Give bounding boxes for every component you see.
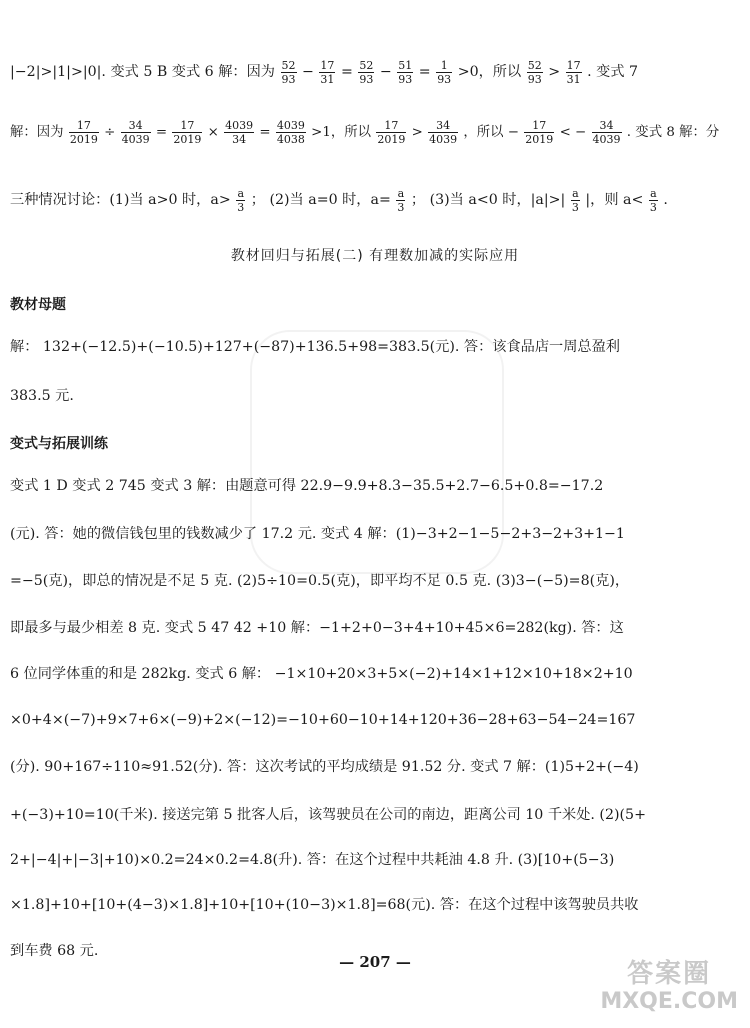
text-run: ； (3)当 a<0 时，|a|>| (410, 192, 566, 208)
answer-line: 即最多与最少相差 8 克. 变式 5 47 42 +10 解：−1+2+0−3+4+10+45×6=282(kg). 答：这 (10, 620, 624, 636)
text-run: = (418, 64, 431, 80)
answer-line: ×1.8]+10+[10+(4−3)×1.8]+10+[10+(10−3)×1.8]=68(元). 答：在这个过程中该驾驶员共收 (10, 897, 639, 913)
text-run: − (379, 64, 392, 80)
text-run: = (155, 125, 168, 140)
answer-line: (分). 90+167÷110≈91.52(分). 答：这次考试的平均成绩是 91.52 分. 变式 7 解：(1)5+2+(−4) (10, 759, 639, 775)
fraction: $\frac{52}{93}$ (527, 58, 542, 86)
intro-line-1 (10, 52, 730, 92)
fraction: $\frac{17}{2019}$ (525, 119, 554, 146)
answer-line: ×0+4×(−7)+9×7+6×(−9)+2×(−12)=−10+60−10+14+120+36−28+63−54−24=167 (10, 712, 636, 728)
text-run: . 变式 8 解：分 (626, 125, 720, 140)
text-run: |−2|>|1|>|0|. 变式 5 B 变式 6 解：因为 (10, 64, 275, 80)
section-title: 教材回归与拓展(二) 有理数加减的实际应用 (230, 248, 520, 264)
fraction: $\frac{17}{2019}$ (377, 119, 406, 146)
fraction: $\frac{34}{4039}$ (121, 119, 150, 146)
site-watermark (600, 960, 738, 1016)
answer-line: 2+|−4|+|−3|+10)×0.2=24×0.2=4.8(升). 答：在这个过程中共耗油 4.8 升. (3)[10+(5−3) (10, 852, 615, 868)
text-run: 三种情况讨论：(1)当 a>0 时，a> (10, 192, 231, 208)
fraction: $\frac{51}{93}$ (398, 58, 413, 86)
fraction: $\frac{52}{93}$ (281, 58, 296, 86)
answer-line: 解： 132+(−12.5)+(−10.5)+127+(−87)+136.5+98=383.5(元). 答：该食品店一周总盈利 (10, 339, 620, 355)
text-run: = (259, 125, 271, 140)
fraction: $\frac{4039}{34}$ (225, 119, 254, 146)
answer-line: =−5(克)，即总的情况是不足 5 克. (2)5÷10=0.5(克)，即平均不足 0.5 克. (3)3−(−5)=8(克)， (10, 573, 630, 589)
text-run: . 变式 7 (587, 64, 639, 80)
answer-line: +(−3)+10=10(千米). 接送完第 5 批客人后，该驾驶员在公司的南边，距离公司 10 千米处. (2)(5+ (10, 807, 646, 823)
intro-line-2 (10, 113, 730, 153)
fraction: $\frac{17}{2019}$ (173, 119, 202, 146)
text-run: − (302, 64, 314, 80)
answer-line: 到车费 68 元. (10, 943, 99, 959)
text-run: >1，所以 (311, 125, 372, 140)
text-run: >0，所以 (457, 64, 522, 80)
page-number: — 207 — (339, 953, 411, 971)
fraction: $\frac{17}{31}$ (320, 58, 335, 86)
intro-line-3 (10, 180, 730, 220)
fraction: $\frac{17}{31}$ (566, 58, 581, 86)
fraction: $\frac{a}{3}$ (571, 186, 579, 214)
fraction: $\frac{52}{93}$ (359, 58, 374, 86)
answer-line: 383.5 元. (10, 388, 74, 404)
answer-line: 6 位同学体重的和是 282kg. 变式 6 解： −1×10+20×3+5×(−2)+14×1+12×10+18×2+10 (10, 666, 633, 682)
answer-line: 变式 1 D 变式 2 745 变式 3 解：由题意可得 22.9−9.9+8.3−35.5+2.7−6.5+0.8=−17.2 (10, 478, 604, 494)
text-run: ÷ (104, 125, 116, 140)
text-run: = (340, 64, 353, 80)
fraction: $\frac{34}{4039}$ (429, 119, 458, 146)
text-run: > (411, 125, 423, 140)
fraction: $\frac{17}{2019}$ (69, 119, 98, 146)
fraction: $\frac{a}{3}$ (397, 186, 405, 214)
watermark-logo-text: 答案圈 (627, 959, 712, 989)
text-run: ，所以 − (463, 125, 520, 140)
text-run: |，则 a< (585, 192, 644, 208)
heading-variant-training: 变式与拓展训练 (10, 436, 108, 452)
fraction: $\frac{1}{93}$ (437, 58, 452, 86)
heading-textbook-problem: 教材母题 (10, 297, 66, 313)
fraction: $\frac{a}{3}$ (237, 186, 245, 214)
text-run: > (548, 64, 561, 80)
text-run: × (207, 125, 219, 140)
text-run: < − (559, 125, 587, 140)
answer-line: (元). 答：她的微信钱包里的钱数减少了 17.2 元. 变式 4 解：(1)−3+2−1−5−2+3−2+3+1−1 (10, 526, 625, 542)
fraction: $\frac{a}{3}$ (649, 186, 657, 214)
text-run: ； (2)当 a=0 时，a= (250, 192, 391, 208)
text-run: . (663, 192, 668, 208)
fraction: $\frac{34}{4039}$ (592, 119, 621, 146)
fraction: $\frac{4039}{4038}$ (276, 119, 305, 146)
watermark-url: MXQE.COM (600, 989, 738, 1014)
text-run: 解：因为 (10, 125, 64, 140)
